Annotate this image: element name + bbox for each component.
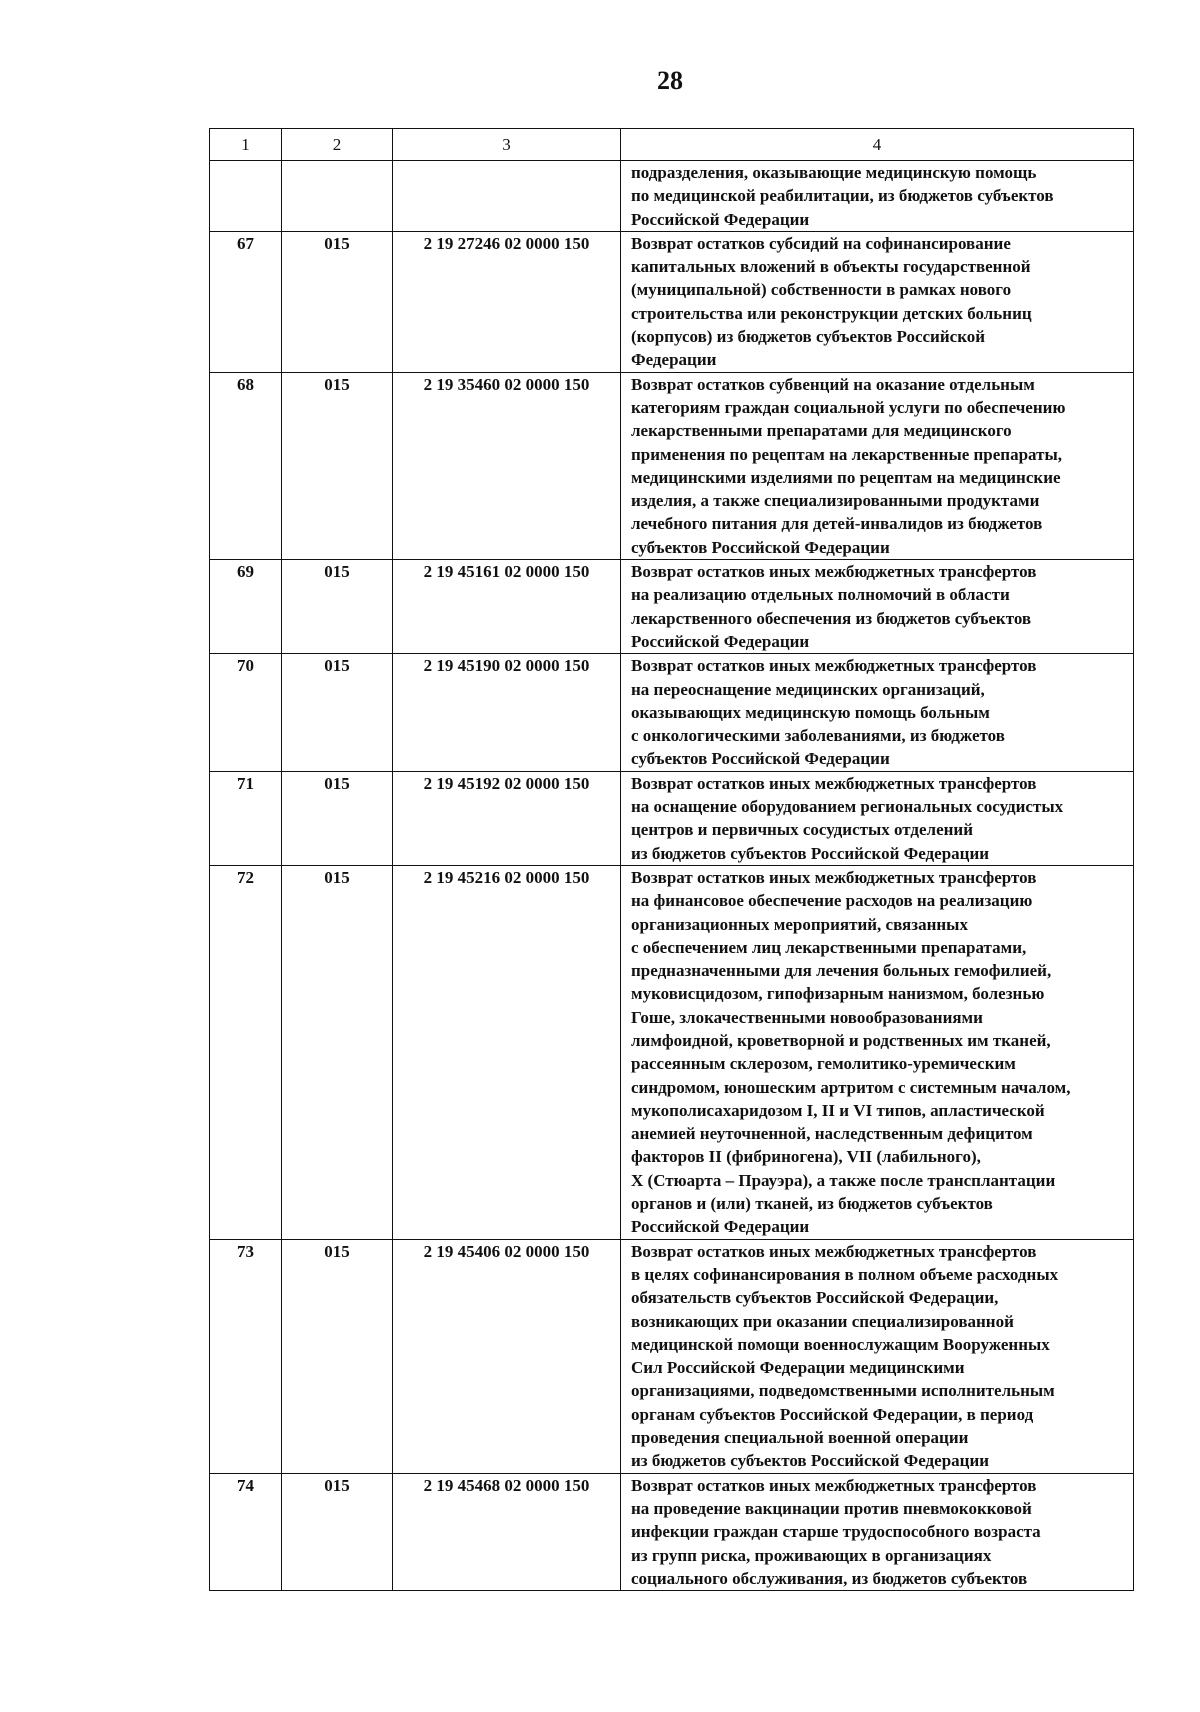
admin-code-cell: 015 xyxy=(282,865,393,1239)
description-cell: Возврат остатков иных межбюджетных трансфертов на финансовое обеспечение расходов на реализацию организационных мероприятий, связанных с обеспечением лиц лекарственными препаратами, предназначенными для лечения больных гемофилией, муковисцидозом, гипофизарным нанизмом, болезнью Гоше, злокачественными новообразованиями лимфоидной, кроветворной и родственных им тканей, рассеянным склерозом, гемолитико-уремическим синдромом, юношеским артритом с системным началом, мукополисахаридозом I, II и VI типов, апластической анемией неуточненной, наследственным дефицитом факторов II (фибриногена), VII (лабильного), X (Стюарта – Прауэра), а также после трансплантации органов и (или) тканей, из бюджетов субъектов Российской Федерации xyxy=(621,865,1134,1239)
budget-code-cell: 2 19 35460 02 0000 150 xyxy=(393,372,621,559)
budget-code-cell: 2 19 45190 02 0000 150 xyxy=(393,654,621,771)
description-cell: Возврат остатков субвенций на оказание отдельным категориям граждан социальной услуги по обеспечению лекарственными препаратами для медицинского применения по рецептам на лекарственные препараты, медицинскими изделиями по рецептам на медицинские изделия, а также специализированными продуктами лечебного питания для детей-инвалидов из бюджетов субъектов Российской Федерации xyxy=(621,372,1134,559)
header-col-1: 1 xyxy=(210,129,282,161)
admin-code-cell: 015 xyxy=(282,1239,393,1473)
budget-code-cell: 2 19 45216 02 0000 150 xyxy=(393,865,621,1239)
table-row xyxy=(210,654,1134,771)
header-col-3: 3 xyxy=(393,129,621,161)
admin-code-cell: 015 xyxy=(282,560,393,654)
budget-code-cell: 2 19 45161 02 0000 150 xyxy=(393,560,621,654)
description-cell: Возврат остатков субсидий на софинансирование капитальных вложений в объекты государственной (муниципальной) собственности в рамках нового строительства или реконструкции детских больниц (корпусов) из бюджетов субъектов Российской Федерации xyxy=(621,231,1134,372)
row-number-cell: 68 xyxy=(210,372,282,559)
row-number-cell: 69 xyxy=(210,560,282,654)
description-cell: Возврат остатков иных межбюджетных трансфертов на реализацию отдельных полномочий в области лекарственного обеспечения из бюджетов субъектов Российской Федерации xyxy=(621,560,1134,654)
row-number-cell: 71 xyxy=(210,771,282,865)
admin-code-cell: 015 xyxy=(282,231,393,372)
table-row xyxy=(210,865,1134,1239)
budget-code-cell: 2 19 27246 02 0000 150 xyxy=(393,231,621,372)
description-cell: Возврат остатков иных межбюджетных трансфертов на проведение вакцинации против пневмококковой инфекции граждан старше трудоспособного возраста из групп риска, проживающих в организациях социального обслуживания, из бюджетов субъектов xyxy=(621,1473,1134,1590)
table-header-row xyxy=(210,129,1134,161)
budget-code-cell: 2 19 45468 02 0000 150 xyxy=(393,1473,621,1590)
table-row xyxy=(210,560,1134,654)
row-number-cell: 72 xyxy=(210,865,282,1239)
table-row xyxy=(210,771,1134,865)
table-row xyxy=(210,1473,1134,1590)
budget-code-cell xyxy=(393,161,621,232)
header-col-2: 2 xyxy=(282,129,393,161)
description-cell: Возврат остатков иных межбюджетных трансфертов на оснащение оборудованием региональных сосудистых центров и первичных сосудистых отделений из бюджетов субъектов Российской Федерации xyxy=(621,771,1134,865)
admin-code-cell: 015 xyxy=(282,654,393,771)
row-number-cell: 70 xyxy=(210,654,282,771)
row-number-cell: 73 xyxy=(210,1239,282,1473)
admin-code-cell: 015 xyxy=(282,372,393,559)
description-cell: Возврат остатков иных межбюджетных трансфертов на переоснащение медицинских организаций, оказывающих медицинскую помощь больным с онкологическими заболеваниями, из бюджетов субъектов Российской Федерации xyxy=(621,654,1134,771)
budget-code-cell: 2 19 45192 02 0000 150 xyxy=(393,771,621,865)
budget-code-cell: 2 19 45406 02 0000 150 xyxy=(393,1239,621,1473)
table-row xyxy=(210,231,1134,372)
page-number: 28 xyxy=(657,66,683,95)
admin-code-cell xyxy=(282,161,393,232)
row-number-cell: 67 xyxy=(210,231,282,372)
description-cell: Возврат остатков иных межбюджетных трансфертов в целях софинансирования в полном объеме расходных обязательств субъектов Российской Федерации, возникающих при оказании специализированной медицинской помощи военнослужащим Вооруженных Сил Российской Федерации медицинскими организациями, подведомственными исполнительным органам субъектов Российской Федерации, в период проведения специальной военной операции из бюджетов субъектов Российской Федерации xyxy=(621,1239,1134,1473)
table-row xyxy=(210,161,1134,232)
budget-codes-table xyxy=(209,128,1134,1591)
table-row xyxy=(210,1239,1134,1473)
description-cell: подразделения, оказывающие медицинскую помощь по медицинской реабилитации, из бюджетов субъектов Российской Федерации xyxy=(621,161,1134,232)
header-col-4: 4 xyxy=(621,129,1134,161)
admin-code-cell: 015 xyxy=(282,771,393,865)
table-row xyxy=(210,372,1134,559)
row-number-cell xyxy=(210,161,282,232)
row-number-cell: 74 xyxy=(210,1473,282,1590)
admin-code-cell: 015 xyxy=(282,1473,393,1590)
